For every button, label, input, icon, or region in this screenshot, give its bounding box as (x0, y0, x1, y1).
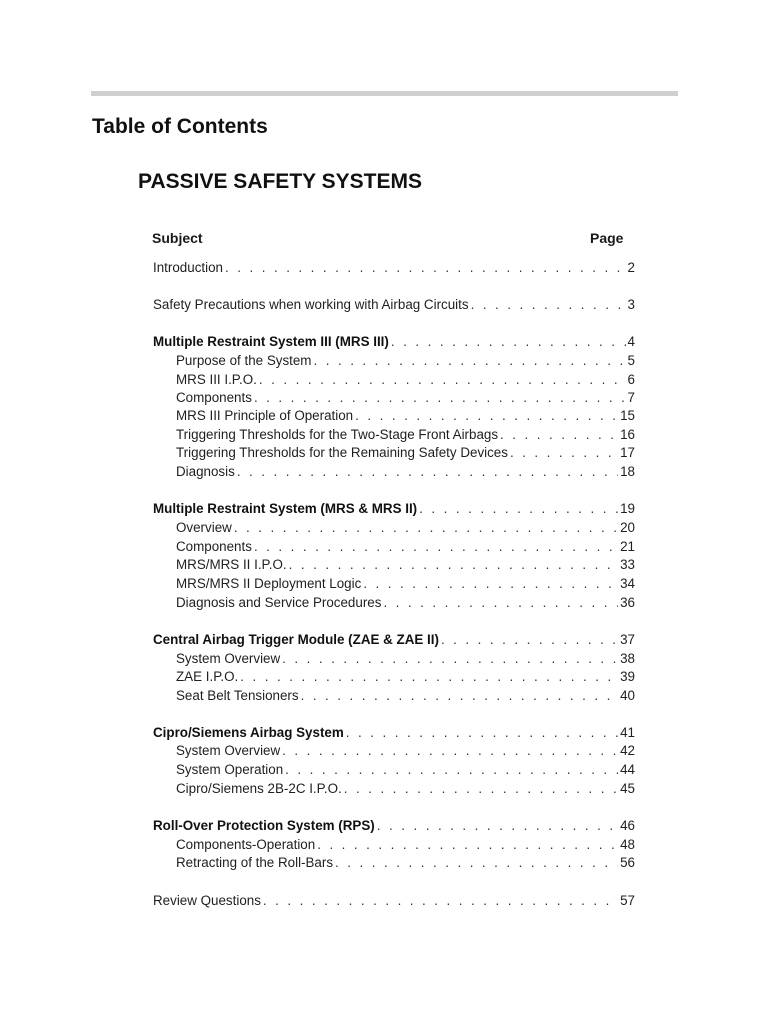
toc-entry-page: 21 (620, 539, 635, 554)
toc-leader-dots (500, 426, 618, 444)
toc-entry-page: 42 (620, 743, 635, 758)
toc-entry (153, 500, 635, 518)
toc-entry-title: Seat Belt Tensioners (176, 688, 299, 703)
toc-entry-page: 2 (627, 260, 635, 275)
toc-entry-title: MRS III Principle of Operation (176, 408, 354, 423)
toc-entry-page: 46 (620, 818, 635, 833)
toc-entry (153, 724, 635, 742)
toc-entry-title: Multiple Restraint System III (MRS III) (153, 334, 389, 349)
toc-entry-title: System Operation (176, 762, 284, 777)
toc-entry (176, 426, 635, 444)
toc-entry (176, 594, 635, 612)
toc-entry (153, 631, 635, 649)
section-title: PASSIVE SAFETY SYSTEMS (138, 170, 422, 193)
toc-entry (176, 687, 635, 705)
toc-entry-title: Roll-Over Protection System (RPS) (153, 818, 375, 833)
toc-entry (153, 259, 635, 277)
toc-entry (153, 817, 635, 835)
toc-entry-title: Cipro/Siemens Airbag System (153, 725, 344, 740)
toc-entry-title: Overview (176, 520, 232, 535)
toc-entry (153, 333, 635, 351)
toc-leader-dots (510, 444, 618, 462)
toc-leader-dots (225, 259, 626, 277)
toc-entry-page: 45 (620, 781, 635, 796)
toc-entry-title: Diagnosis (176, 464, 235, 479)
toc-entry-page: 3 (627, 297, 635, 312)
toc-entry-page: 15 (620, 408, 635, 423)
toc-entry-title: Components (176, 539, 252, 554)
toc-leader-dots (234, 519, 618, 537)
toc-entry-title: System Overview (176, 743, 281, 758)
toc-entry-page: 40 (620, 688, 635, 703)
page-heading: Table of Contents (92, 115, 268, 138)
toc-entry-page: 57 (620, 893, 635, 908)
toc-leader-dots (471, 296, 626, 314)
toc-entry-title: System Overview (176, 651, 281, 666)
toc-leader-dots (237, 463, 618, 481)
toc-entry-title: Introduction (153, 260, 223, 275)
toc-entry-title: MRS III I.P.O. (176, 372, 257, 387)
toc-entry-title: MRS/MRS II Deployment Logic (176, 576, 362, 591)
toc-leader-dots (282, 742, 618, 760)
toc-leader-dots (254, 538, 618, 556)
toc-entry-page: 48 (620, 837, 635, 852)
toc-entry (176, 389, 635, 407)
toc-leader-dots (263, 892, 618, 910)
toc-entry (176, 668, 635, 686)
toc-leader-dots (383, 594, 618, 612)
toc-leader-dots (355, 407, 618, 425)
toc-leader-dots (391, 333, 626, 351)
page-column-header: Page (590, 230, 624, 246)
toc-entry (176, 650, 635, 668)
toc-entry (176, 836, 635, 854)
toc-entry-title: Components-Operation (176, 837, 316, 852)
toc-entry (176, 463, 635, 481)
toc-leader-dots (313, 352, 625, 370)
toc-entry (176, 761, 635, 779)
toc-entry-page: 16 (620, 427, 635, 442)
toc-leader-dots (344, 780, 618, 798)
toc-entry-page: 36 (620, 595, 635, 610)
toc-leader-dots (301, 687, 619, 705)
toc-leader-dots (335, 854, 618, 872)
toc-entry-page: 39 (620, 669, 635, 684)
toc-entry-title: Triggering Thresholds for the Remaining Safety Devices (176, 445, 508, 460)
toc-leader-dots (289, 556, 618, 574)
toc-leader-dots (259, 371, 626, 389)
toc-entry-page: 33 (620, 557, 635, 572)
toc-entry-title: Triggering Thresholds for the Two-Stage Front Airbags (176, 427, 499, 442)
toc-entry-title: Cipro/Siemens 2B-2C I.P.O. (176, 781, 342, 796)
toc-entry-page: 56 (620, 855, 635, 870)
toc-entry (153, 892, 635, 910)
toc-entry-page: 37 (620, 632, 635, 647)
toc-leader-dots (282, 650, 618, 668)
toc-entry-page: 6 (627, 372, 635, 387)
toc-entry-title: Components (176, 390, 252, 405)
toc-entry (176, 538, 635, 556)
toc-entry (176, 371, 635, 389)
toc-leader-dots (254, 389, 626, 407)
toc-entry-title: Central Airbag Trigger Module (ZAE & ZAE II) (153, 632, 439, 647)
toc-entry-page: 18 (620, 464, 635, 479)
toc-entry-title: MRS/MRS II I.P.O. (176, 557, 287, 572)
toc-entry-title: Purpose of the System (176, 353, 312, 368)
toc-entry (176, 742, 635, 760)
toc-leader-dots (419, 500, 618, 518)
toc-entry (176, 556, 635, 574)
toc-entry-title: Diagnosis and Service Procedures (176, 595, 382, 610)
toc-entry (153, 296, 635, 314)
toc-entry-page: 7 (627, 390, 635, 405)
toc-entry (176, 854, 635, 872)
toc-entry-page: 44 (620, 762, 635, 777)
toc-entry (176, 575, 635, 593)
toc-leader-dots (240, 668, 618, 686)
toc-leader-dots (317, 836, 618, 854)
toc-leader-dots (363, 575, 618, 593)
toc-entry (176, 519, 635, 537)
toc-entry (176, 352, 635, 370)
toc-entry-title: Multiple Restraint System (MRS & MRS II) (153, 501, 418, 516)
toc-entry-title: ZAE I.P.O. (176, 669, 239, 684)
toc-entry (176, 407, 635, 425)
toc-entry-page: 4 (627, 334, 635, 349)
toc-entry-title: Safety Precautions when working with Airbag Circuits (153, 297, 469, 312)
toc-entry-page: 41 (620, 725, 635, 740)
toc-leader-dots (285, 761, 618, 779)
toc-entry-page: 20 (620, 520, 635, 535)
toc-entry-page: 34 (620, 576, 635, 591)
toc-entry (176, 780, 635, 798)
toc-entry-title: Retracting of the Roll-Bars (176, 855, 334, 870)
toc-leader-dots (377, 817, 618, 835)
toc-entry-page: 5 (627, 353, 635, 368)
toc-entry (176, 444, 635, 462)
toc-entry-title: Review Questions (153, 893, 261, 908)
toc-entry-page: 38 (620, 651, 635, 666)
toc-entry-page: 17 (620, 445, 635, 460)
toc-leader-dots (346, 724, 618, 742)
subject-column-header: Subject (152, 230, 203, 246)
toc-entry-page: 19 (620, 501, 635, 516)
toc-leader-dots (441, 631, 618, 649)
